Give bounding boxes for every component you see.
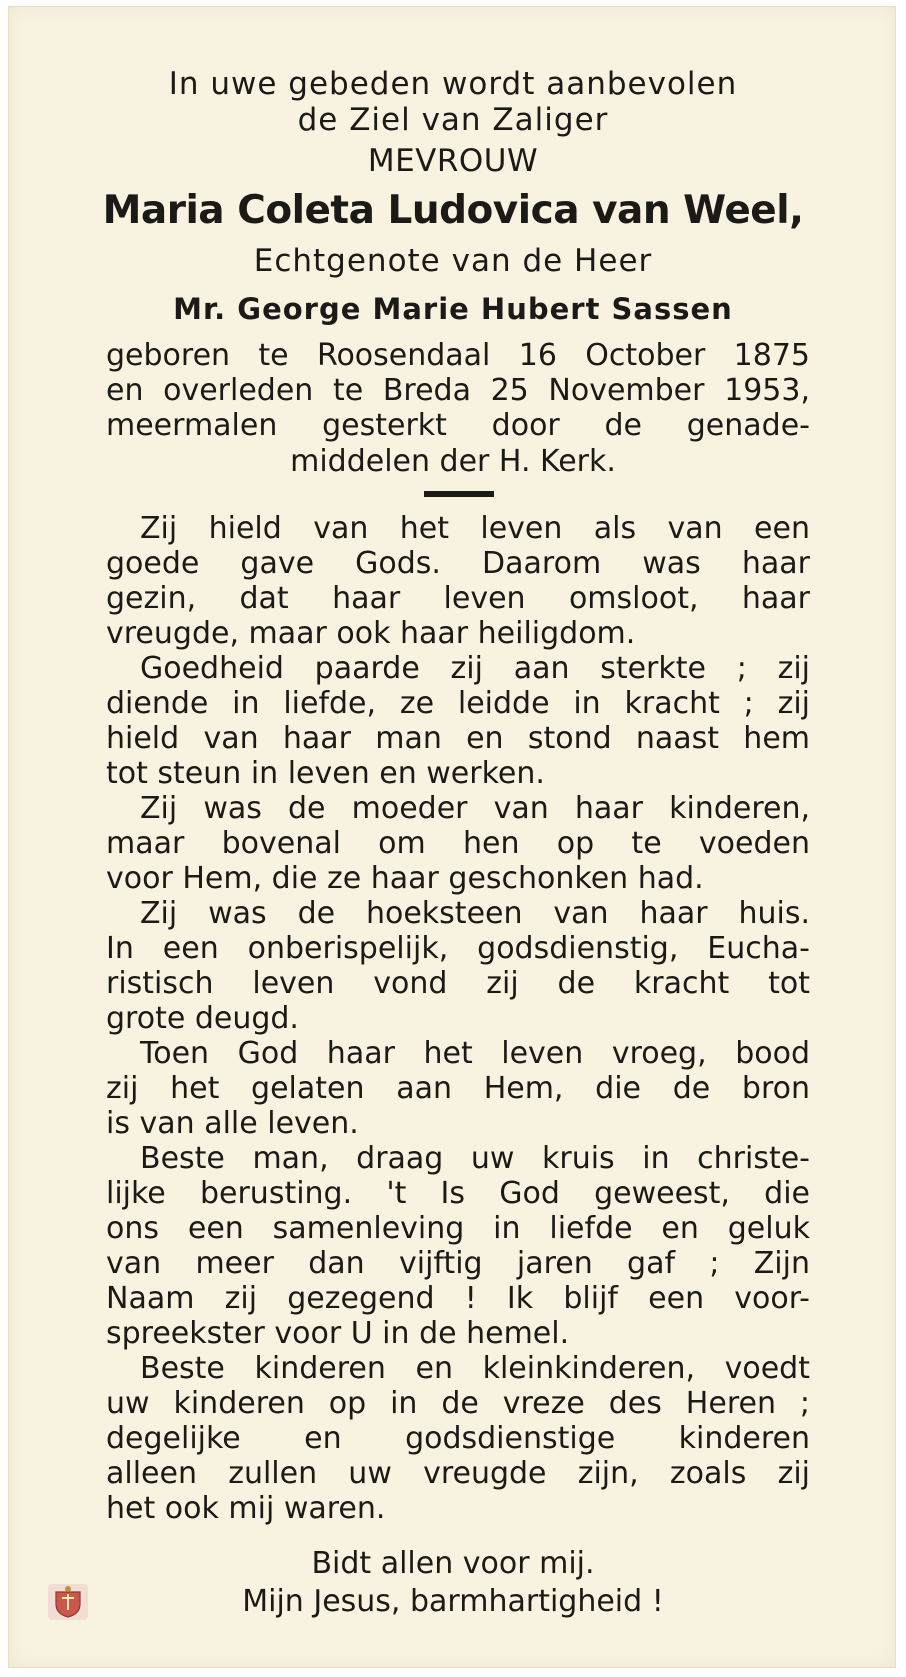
intro-line: middelen der H. Kerk. (290, 444, 616, 479)
intro-line: meermalen gesterkt door de genade- (106, 408, 810, 443)
body-line: uw kinderen op in de vreze des Heren ; (106, 1386, 810, 1421)
deceased-name: Maria Coleta Ludovica van Weel, (102, 188, 804, 233)
body-line: goede gave Gods. Daarom was haar (106, 546, 810, 581)
body-line: spreekster voor U in de hemel. (106, 1316, 570, 1351)
spouse-intro: Echtgenote van de Heer (253, 243, 653, 279)
prayer-request-line: In uwe gebeden wordt aanbevolen (168, 66, 738, 102)
body-line: zij het gelaten aan Hem, die de bron (106, 1071, 810, 1106)
closing-invocation: Mijn Jesus, barmhartigheid ! (242, 1584, 664, 1619)
body-line: is van alle leven. (106, 1106, 359, 1141)
body-line: Zij hield van het leven als van een (140, 511, 810, 546)
husband-name: Mr. George Marie Hubert Sassen (173, 292, 733, 326)
closing-prayer: Bidt allen voor mij. (311, 1546, 595, 1581)
body-line: Toen God haar het leven vroeg, bood (140, 1036, 810, 1071)
intro-line: geboren te Roosendaal 16 October 1875 (106, 338, 810, 373)
family-crest-icon (48, 1584, 88, 1620)
body-line: degelijke en godsdienstige kinderen (106, 1421, 810, 1456)
body-line: voor Hem, die ze haar geschonken had. (106, 861, 704, 896)
body-line: grote deugd. (106, 1001, 299, 1036)
body-line: diende in liefde, ze leidde in kracht ; zij (106, 686, 810, 721)
body-line: alleen zullen uw vreugde zijn, zoals zij (106, 1456, 810, 1491)
title-mevrouw: MEVROUW (367, 143, 539, 179)
body-line: Zij was de hoeksteen van haar huis. (140, 896, 810, 931)
intro-line: en overleden te Breda 25 November 1953, (106, 373, 810, 408)
body-line: vreugde, maar ook haar heiligdom. (106, 616, 636, 651)
body-line: Goedheid paarde zij aan sterkte ; zij (140, 651, 810, 686)
body-line: ons een samenleving in liefde en geluk (106, 1211, 810, 1246)
body-line: het ook mij waren. (106, 1491, 386, 1526)
body-line: Beste man, draag uw kruis in christe- (140, 1141, 810, 1176)
body-line: maar bovenal om hen op te voeden (106, 826, 810, 861)
body-line: Beste kinderen en kleinkinderen, voedt (140, 1351, 810, 1386)
body-line: tot steun in leven en werken. (106, 756, 545, 791)
body-line: ristisch leven vond zij de kracht tot (106, 966, 810, 1001)
body-line: van meer dan vijftig jaren gaf ; Zijn (106, 1246, 810, 1281)
section-divider (424, 491, 494, 497)
body-line: In een onberispelijk, godsdienstig, Eucha- (106, 931, 810, 966)
body-line: gezin, dat haar leven omsloot, haar (106, 581, 810, 616)
body-line: lijke berusting. 't Is God geweest, die (106, 1176, 810, 1211)
soul-line: de Ziel van Zaliger (297, 102, 609, 138)
body-line: hield van haar man en stond naast hem (106, 721, 810, 756)
body-line: Zij was de moeder van haar kinderen, (140, 791, 810, 826)
body-line: Naam zij gezegend ! Ik blijf een voor- (106, 1281, 810, 1316)
